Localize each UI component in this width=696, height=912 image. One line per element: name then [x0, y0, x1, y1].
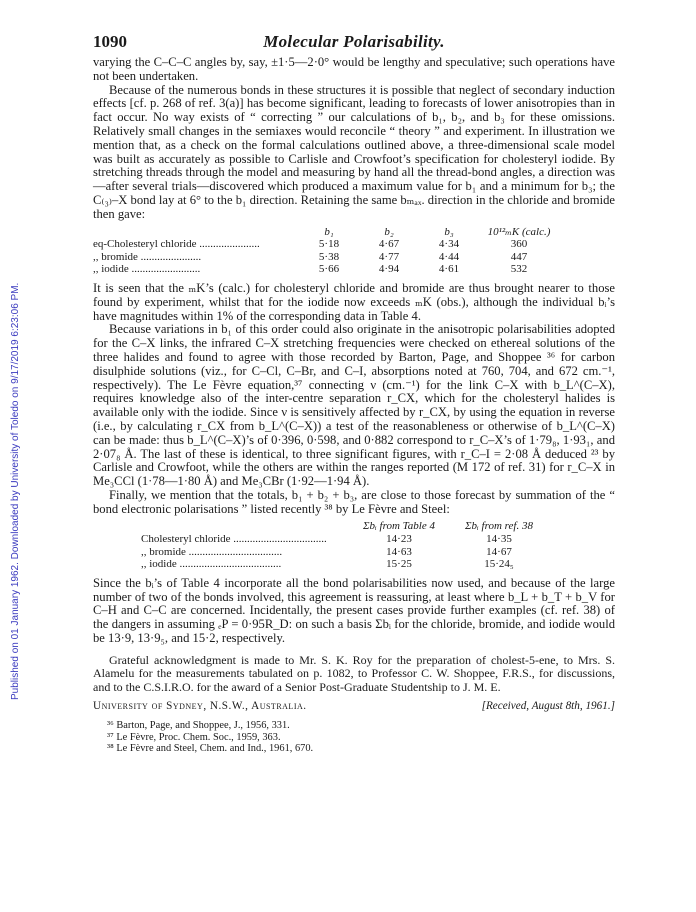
table-row [93, 251, 615, 264]
paragraph-5: Finally, we mention that the totals, b₁ + b₂ + b₃, are close to those forecast by summation of the “ bond electronic polarisations ” listed recently ³⁸ by Le Fèvre and Steel: [93, 487, 615, 516]
table-header-row [93, 520, 615, 533]
table-cell: 360 [510, 238, 528, 251]
table-cell: eq-Cholesteryl chloride ...................... [93, 238, 260, 251]
received-date: [Received, August 8th, 1961.] [481, 700, 615, 713]
page-number: 1090 [93, 32, 127, 51]
page-header [93, 32, 615, 56]
publication-note: Published on 01 January 1962. Downloaded by University of Toledo on 9/17/2019 6:23:06 PM. [10, 282, 21, 700]
table-cell: 447 [510, 250, 528, 263]
table-row [93, 533, 615, 546]
table-header-cell: b₃ [444, 225, 454, 238]
table-cell: 5·18 [318, 238, 340, 251]
table-row [93, 546, 615, 559]
table-row [93, 263, 615, 276]
table-header-row [93, 226, 615, 239]
table-cell: 4·77 [378, 250, 400, 263]
page [93, 32, 615, 755]
table-cell: 15·24₅ [484, 558, 514, 571]
paragraph-4: Because variations in b₁ of this order could also originate in the anisotropic polarisabilities adopted for the C–X links, the infrared C–X stretching frequencies were checked on ethereal solutions of the three halides and found to agree with those recorded by Barton, Page, and Shoppee ³⁶ for carbon disulphide solutions (viz., for C–Cl, C–Br, and C–I, absorptions noted at 760, 704, and 672 cm.⁻¹, respectively). The Le Fèvre equation,³⁷ connecting ν (cm.⁻¹) for the link C–X with b_L^(C–X), requires knowledge also of the inter-centre separation r_CX, which for the cholesteryl halides is available only with the iodide. Since ν is sensitively affected by r_CX, by using the equation in reverse (i.e., by calculating r_CX from b_L^(C–X)) a test of the reasonableness or otherwise of b_L^(C–X) can be made: thus b_L^(C–X)’s of 0·396, 0·598, and 0·882 correspond to r_C–X’s of 1·79₈, 1·93₁, and 2·07₈ Å. The last of these is identical, to three significant figures, with r_C–I = 2·08 Å deduced ²³ by Carlisle and Crowfoot, while the others are within the ranges reported (M 172 of ref. 31) for r_C–X in Me₃CCl (1·78—1·80 Å) and Me₃CBr (1·92—1·94 Å). [93, 322, 615, 489]
affiliation-line [93, 700, 615, 712]
table-cell: 5·66 [318, 263, 340, 276]
reference-item: ³⁷ Le Fèvre, Proc. Chem. Soc., 1959, 363. [107, 731, 281, 743]
references [93, 720, 615, 755]
reference-item: ³⁸ Le Fèvre and Steel, Chem. and Ind., 1961, 670. [107, 743, 314, 755]
paragraph-3: It is seen that the ₘK’s (calc.) for cholesteryl chloride and bromide are thus brought nearer to those found by experiment, whilst that for the iodide now exceeds ₘK (obs.), although the individual bᵢ’s have magnitudes within 1% of the corresponding data in Table 4. [93, 280, 615, 323]
table-header-cell: Σbᵢ from Table 4 [363, 520, 435, 533]
table-cell: 15·25 [386, 558, 412, 571]
table-cell: 14·23 [386, 533, 412, 546]
table-cell: ,, iodide ..................................... [141, 558, 282, 571]
paragraph-2: Because of the numerous bonds in these structures it is possible that neglect of secondary induction effects [cf. p. 268 of ref. 3(a)] has become significant, leading to forecasts of lower anisotropies than in fact occur. No way exists of “ correcting ” our calculations of b₁, b₂, and b₃ for these omissions. Relatively small changes in the semiaxes would reconcile “ theory ” and experiment. In illustration we mention that, as a check on the formal calculations outlined above, a three-dimensional scale model was built as accurately as possible to Carlisle and Crowfoot’s specification for cholesteryl iodide. By stretching threads through the model and measuring by hand all the thread-bond angles, a direction was—after several trials—discovered which produced a maximum value for b₁ and a minimum for b₃; the C₍₃₎–X bond lay at 6° to the b₁ direction. Retaining the same bₘₐₓ. direction in the chloride and bromide then gave: [93, 82, 615, 221]
institution: University of Sydney, N.S.W., Australia. [93, 700, 307, 713]
table-cell: 4·61 [438, 263, 460, 276]
table-cell: 4·44 [438, 250, 460, 263]
table-row [93, 238, 615, 251]
table-cell: 14·63 [386, 545, 412, 558]
running-title: Molecular Polarisability. [263, 32, 445, 51]
paragraph-1: varying the C–C–C angles by, say, ±1·5—2·0° would be lengthy and speculative; such operations have not been undertaken. [93, 55, 615, 83]
table-cell: 14·35 [486, 533, 512, 546]
table-cell: 4·67 [378, 238, 400, 251]
paragraph-6: Since the bᵢ’s of Table 4 incorporate all the bond polarisabilities now used, and because of the large number of two of the bonds involved, this agreement is reassuring, at least where b_L + b_T + b_V for C–H and C–C are concerned. Incidentally, the present cases provide further examples (cf. ref. 38) of the dangers in assuming ₑP = 0·95R_D: on such a basis Σbᵢ for the chloride, bromide, and iodide would be 13·9, 13·9₅, and 15·2, respectively. [93, 575, 615, 646]
table-header-cell: Σbᵢ from ref. 38 [465, 520, 533, 533]
semiaxes-table [93, 226, 615, 276]
reference-item: ³⁶ Barton, Page, and Shoppee, J., 1956, 331. [107, 720, 290, 732]
table-header-cell: 10¹²ₘK (calc.) [487, 225, 551, 238]
table-header-cell: b₂ [384, 225, 394, 238]
table-cell: 4·94 [378, 263, 400, 276]
table-header-cell: b₁ [324, 225, 334, 238]
table-cell: Cholesteryl chloride .................................. [141, 533, 327, 546]
table-header-cell [93, 520, 349, 533]
acknowledgment: Grateful acknowledgment is made to Mr. S. K. Roy for the preparation of cholest-5-ene, to Mrs. S. Alamelu for the measurements tabulated on p. 1082, to Professor C. W. Shoppee, F.R.S., for discussions, and to the C.S.I.R.O. for the award of a Senior Post-Graduate Studentship to J. M. E. [93, 652, 615, 694]
table-cell: ,, bromide .................................. [141, 545, 283, 558]
table-row [93, 558, 615, 571]
table-cell: 4·34 [438, 238, 460, 251]
publication-sidebar [4, 160, 21, 700]
table-header-cell [93, 226, 299, 239]
totals-table [93, 520, 615, 570]
table-cell: ,, bromide ...................... [93, 250, 202, 263]
table-cell: 14·67 [486, 545, 512, 558]
table-cell: 5·38 [318, 250, 340, 263]
table-cell: 532 [510, 263, 528, 276]
table-cell: ,, iodide ......................... [93, 263, 201, 276]
